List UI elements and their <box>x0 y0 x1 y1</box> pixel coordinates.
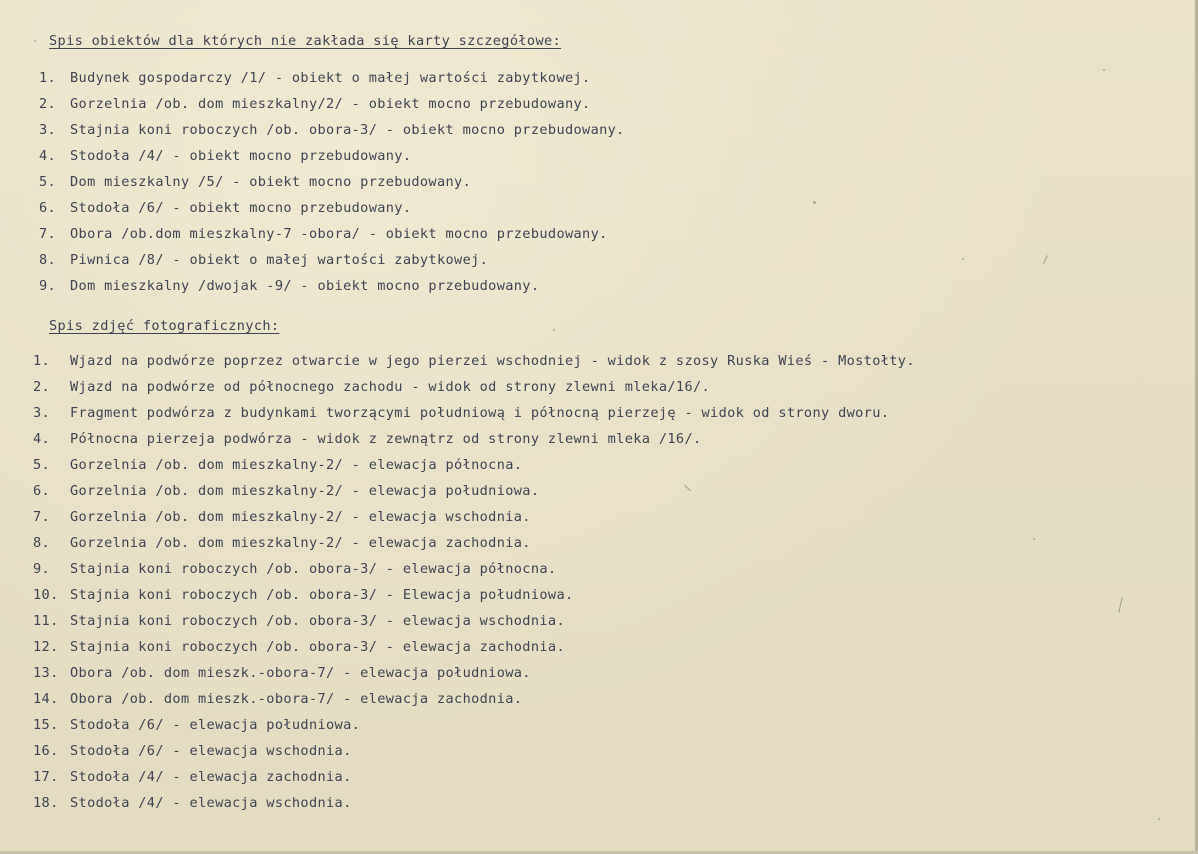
list-item <box>33 738 915 764</box>
item-text: Stajnia koni roboczych /ob. obora-3/ - elewacja północna. <box>70 561 557 577</box>
item-text: Piwnica /8/ - obiekt o małej wartości zabytkowej. <box>70 252 489 268</box>
list-item <box>33 608 915 634</box>
list-item <box>33 91 625 117</box>
list-item <box>33 195 625 221</box>
section-heading-photos: Spis zdjęć fotograficznych: <box>49 318 280 334</box>
item-number: 4. <box>33 431 51 447</box>
list-item <box>33 400 915 426</box>
item-number: 5. <box>33 457 51 473</box>
item-number: 9. <box>39 278 57 294</box>
item-text: Obora /ob.dom mieszkalny-7 -obora/ - obiekt mocno przebudowany. <box>70 226 608 242</box>
item-text: Stodoła /6/ - obiekt mocno przebudowany. <box>70 200 412 216</box>
item-text: Dom mieszkalny /dwojak -9/ - obiekt mocno przebudowany. <box>70 278 540 294</box>
list-item <box>33 273 625 299</box>
item-number: 6. <box>39 200 57 216</box>
item-text: Wjazd na podwórze od północnego zachodu - widok od strony zlewni mleka/16/. <box>70 379 711 395</box>
item-number: 6. <box>33 483 51 499</box>
paper-speck <box>553 329 555 331</box>
item-text: Północna pierzeja podwórza - widok z zewnątrz od strony zlewni mleka /16/. <box>70 431 702 447</box>
item-number: 1. <box>33 353 51 369</box>
item-number: 8. <box>33 535 51 551</box>
list-item <box>33 143 625 169</box>
item-text: Stodoła /4/ - obiekt mocno przebudowany. <box>70 148 412 164</box>
item-number: 14. <box>33 691 59 707</box>
item-text: Gorzelnia /ob. dom mieszkalny-2/ - elewacja północna. <box>70 457 523 473</box>
item-text: Gorzelnia /ob. dom mieszkalny-2/ - elewacja wschodnia. <box>70 509 531 525</box>
paper-speck <box>1103 69 1105 71</box>
item-number: 7. <box>33 509 51 525</box>
paper-speck <box>34 40 36 42</box>
list-item <box>33 686 915 712</box>
paper-speck <box>1158 818 1160 820</box>
item-number: 4. <box>39 148 57 164</box>
item-text: Stajnia koni roboczych /ob. obora-3/ - obiekt mocno przebudowany. <box>70 122 625 138</box>
list-item <box>33 764 915 790</box>
item-text: Stodoła /6/ - elewacja południowa. <box>70 717 361 733</box>
list-item <box>33 426 915 452</box>
list-item <box>33 348 915 374</box>
list-item <box>33 556 915 582</box>
list-item <box>33 790 915 816</box>
list-item <box>33 65 625 91</box>
item-text: Stodoła /6/ - elewacja wschodnia. <box>70 743 352 759</box>
list-item <box>33 374 915 400</box>
list-item <box>33 712 915 738</box>
item-number: 15. <box>33 717 59 733</box>
photos-list <box>33 348 915 816</box>
item-text: Gorzelnia /ob. dom mieszkalny-2/ - elewacja zachodnia. <box>70 535 531 551</box>
list-item <box>33 634 915 660</box>
section-heading-objects: Spis obiektów dla których nie zakłada się karty szczegółowe: <box>49 33 562 49</box>
item-text: Stodoła /4/ - elewacja zachodnia. <box>70 769 352 785</box>
list-item <box>33 660 915 686</box>
item-text: Stajnia koni roboczych /ob. obora-3/ - elewacja wschodnia. <box>70 613 565 629</box>
paper-speck <box>1033 538 1035 540</box>
item-text: Gorzelnia /ob. dom mieszkalny-2/ - elewacja południowa. <box>70 483 540 499</box>
list-item <box>33 582 915 608</box>
paper-mark <box>1118 597 1122 613</box>
item-number: 2. <box>39 96 57 112</box>
item-number: 17. <box>33 769 59 785</box>
objects-list <box>33 65 625 299</box>
item-text: Budynek gospodarczy /1/ - obiekt o małej wartości zabytkowej. <box>70 70 591 86</box>
list-item <box>33 504 915 530</box>
item-number: 10. <box>33 587 59 603</box>
item-text: Stajnia koni roboczych /ob. obora-3/ - elewacja zachodnia. <box>70 639 565 655</box>
item-text: Wjazd na podwórze poprzez otwarcie w jego pierzei wschodniej - widok z szosy Ruska Wieś - Mostołty. <box>70 353 915 369</box>
paper-speck <box>962 258 964 260</box>
list-item <box>33 221 625 247</box>
item-number: 3. <box>33 405 51 421</box>
item-number: 2. <box>33 379 51 395</box>
item-number: 1. <box>39 70 57 86</box>
item-text: Stodoła /4/ - elewacja wschodnia. <box>70 795 352 811</box>
list-item <box>33 478 915 504</box>
paper-speck <box>813 201 816 204</box>
list-item <box>33 169 625 195</box>
item-text: Dom mieszkalny /5/ - obiekt mocno przebudowany. <box>70 174 472 190</box>
item-number: 11. <box>33 613 59 629</box>
item-number: 13. <box>33 665 59 681</box>
list-item <box>33 247 625 273</box>
item-text: Gorzelnia /ob. dom mieszkalny/2/ - obiekt mocno przebudowany. <box>70 96 591 112</box>
item-text: Fragment podwórza z budynkami tworzącymi południową i północną pierzeję - widok od strony dworu. <box>70 405 890 421</box>
list-item <box>33 117 625 143</box>
item-number: 12. <box>33 639 59 655</box>
item-number: 18. <box>33 795 59 811</box>
list-item <box>33 452 915 478</box>
item-number: 8. <box>39 252 57 268</box>
item-number: 3. <box>39 122 57 138</box>
item-number: 7. <box>39 226 57 242</box>
item-number: 5. <box>39 174 57 190</box>
item-number: 16. <box>33 743 59 759</box>
list-item <box>33 530 915 556</box>
item-text: Obora /ob. dom mieszk.-obora-7/ - elewacja południowa. <box>70 665 531 681</box>
paper-mark <box>1043 255 1048 264</box>
item-text: Stajnia koni roboczych /ob. obora-3/ - Elewacja południowa. <box>70 587 574 603</box>
item-number: 9. <box>33 561 51 577</box>
item-text: Obora /ob. dom mieszk.-obora-7/ - elewacja zachodnia. <box>70 691 523 707</box>
